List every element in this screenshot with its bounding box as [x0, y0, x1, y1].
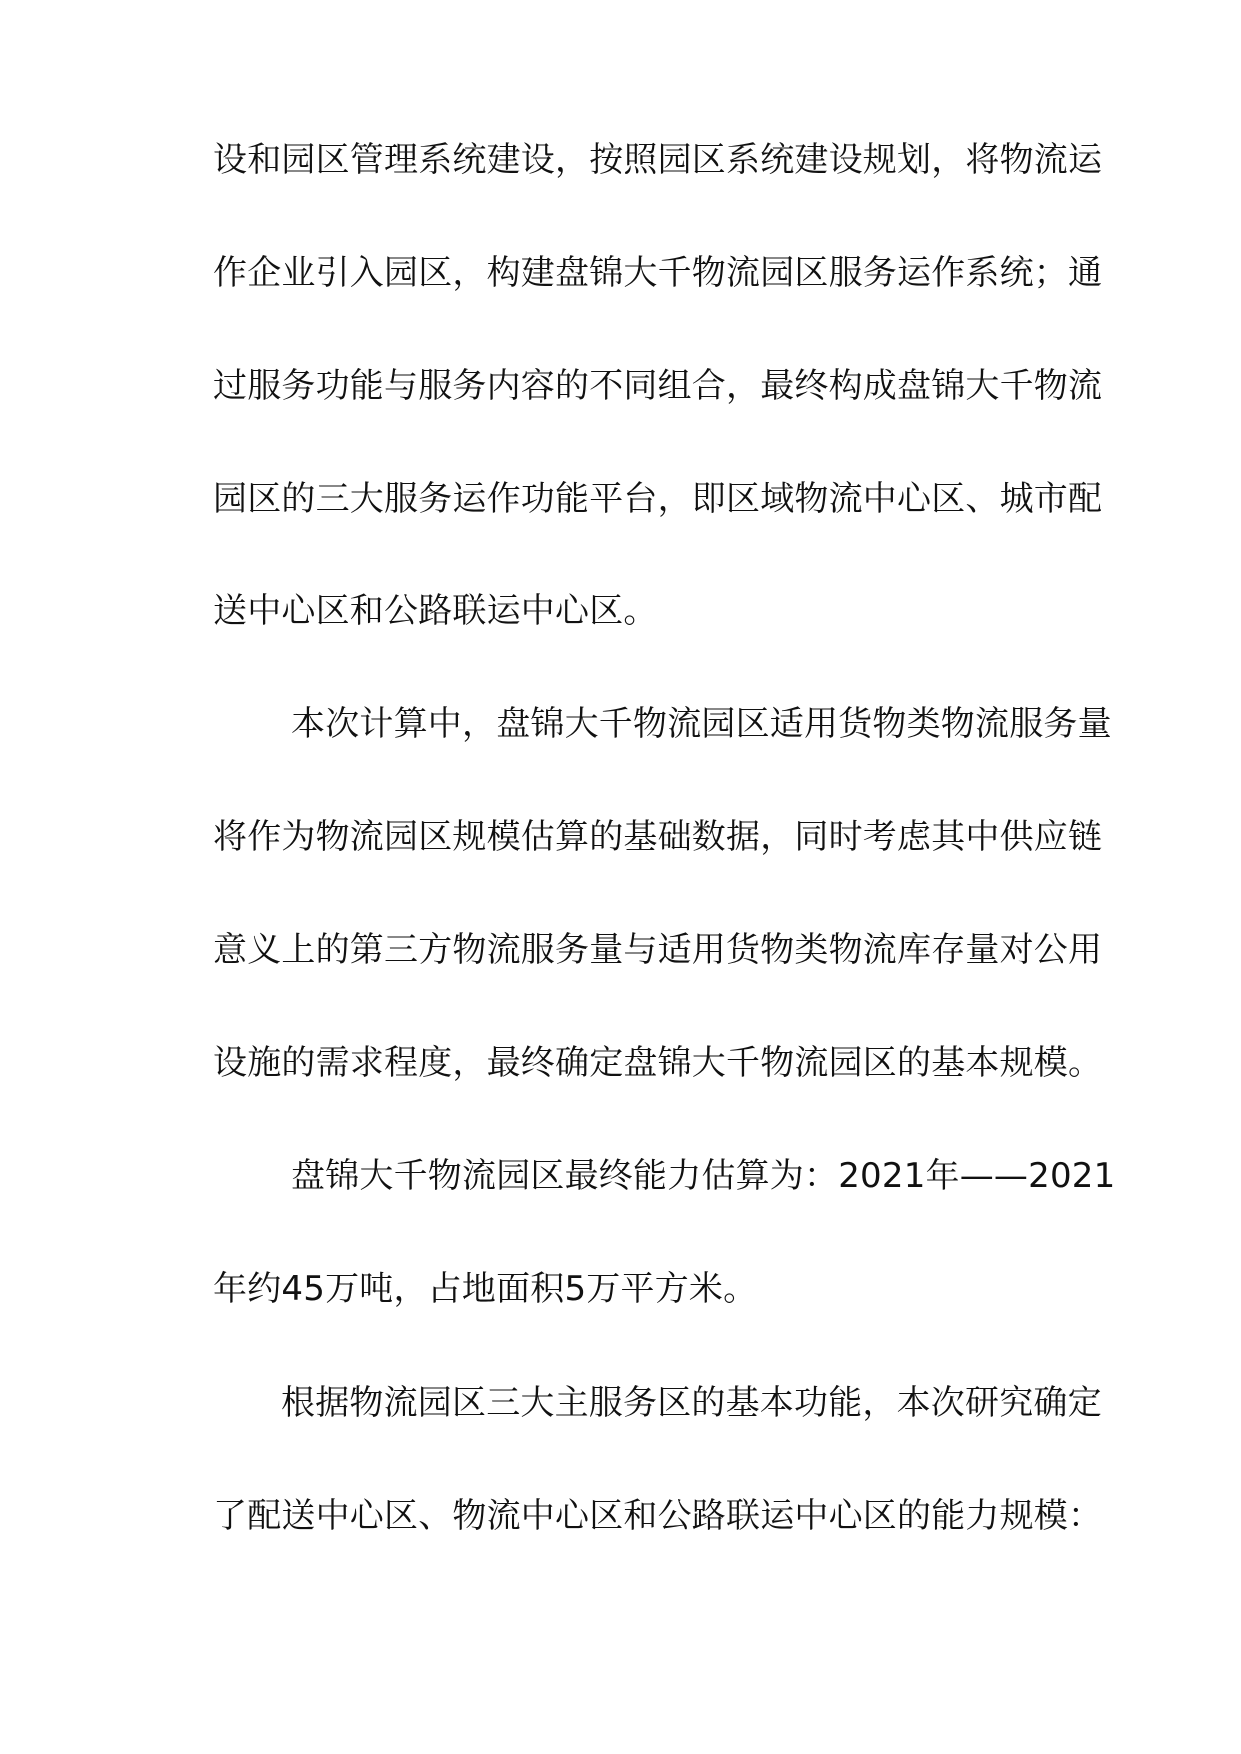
paragraph-2-line-1: 本次计算中，盘锦大千物流园区适用货物类物流服务量	[291, 704, 1112, 744]
paragraph-4-line-1: 根据物流园区三大主服务区的基本功能，本次研究确定	[281, 1383, 1102, 1423]
paragraph-1-line-2: 作企业引入园区，构建盘锦大千物流园区服务运作系统；通	[213, 253, 1103, 293]
paragraph-1-line-3: 过服务功能与服务内容的不同组合，最终构成盘锦大千物流	[213, 366, 1103, 406]
paragraph-3-line-1: 盘锦大千物流园区最终能力估算为：2021年——2021	[291, 1156, 1116, 1196]
paragraph-1-line-4: 园区的三大服务运作功能平台，即区域物流中心区、城市配	[213, 479, 1103, 519]
paragraph-4-line-2: 了配送中心区、物流中心区和公路联运中心区的能力规模：	[213, 1496, 1103, 1536]
paragraph-2-line-2: 将作为物流园区规模估算的基础数据，同时考虑其中供应链	[213, 817, 1103, 857]
paragraph-2-line-3: 意义上的第三方物流服务量与适用货物类物流库存量对公用	[213, 930, 1103, 970]
paragraph-1-line-1: 设和园区管理系统建设，按照园区系统建设规划，将物流运	[213, 140, 1103, 180]
paragraph-2-line-4: 设施的需求程度，最终确定盘锦大千物流园区的基本规模。	[213, 1043, 1103, 1083]
paragraph-1-line-5: 送中心区和公路联运中心区。	[213, 591, 658, 631]
paragraph-3-line-2: 年约45万吨，占地面积5万平方米。	[213, 1269, 758, 1309]
